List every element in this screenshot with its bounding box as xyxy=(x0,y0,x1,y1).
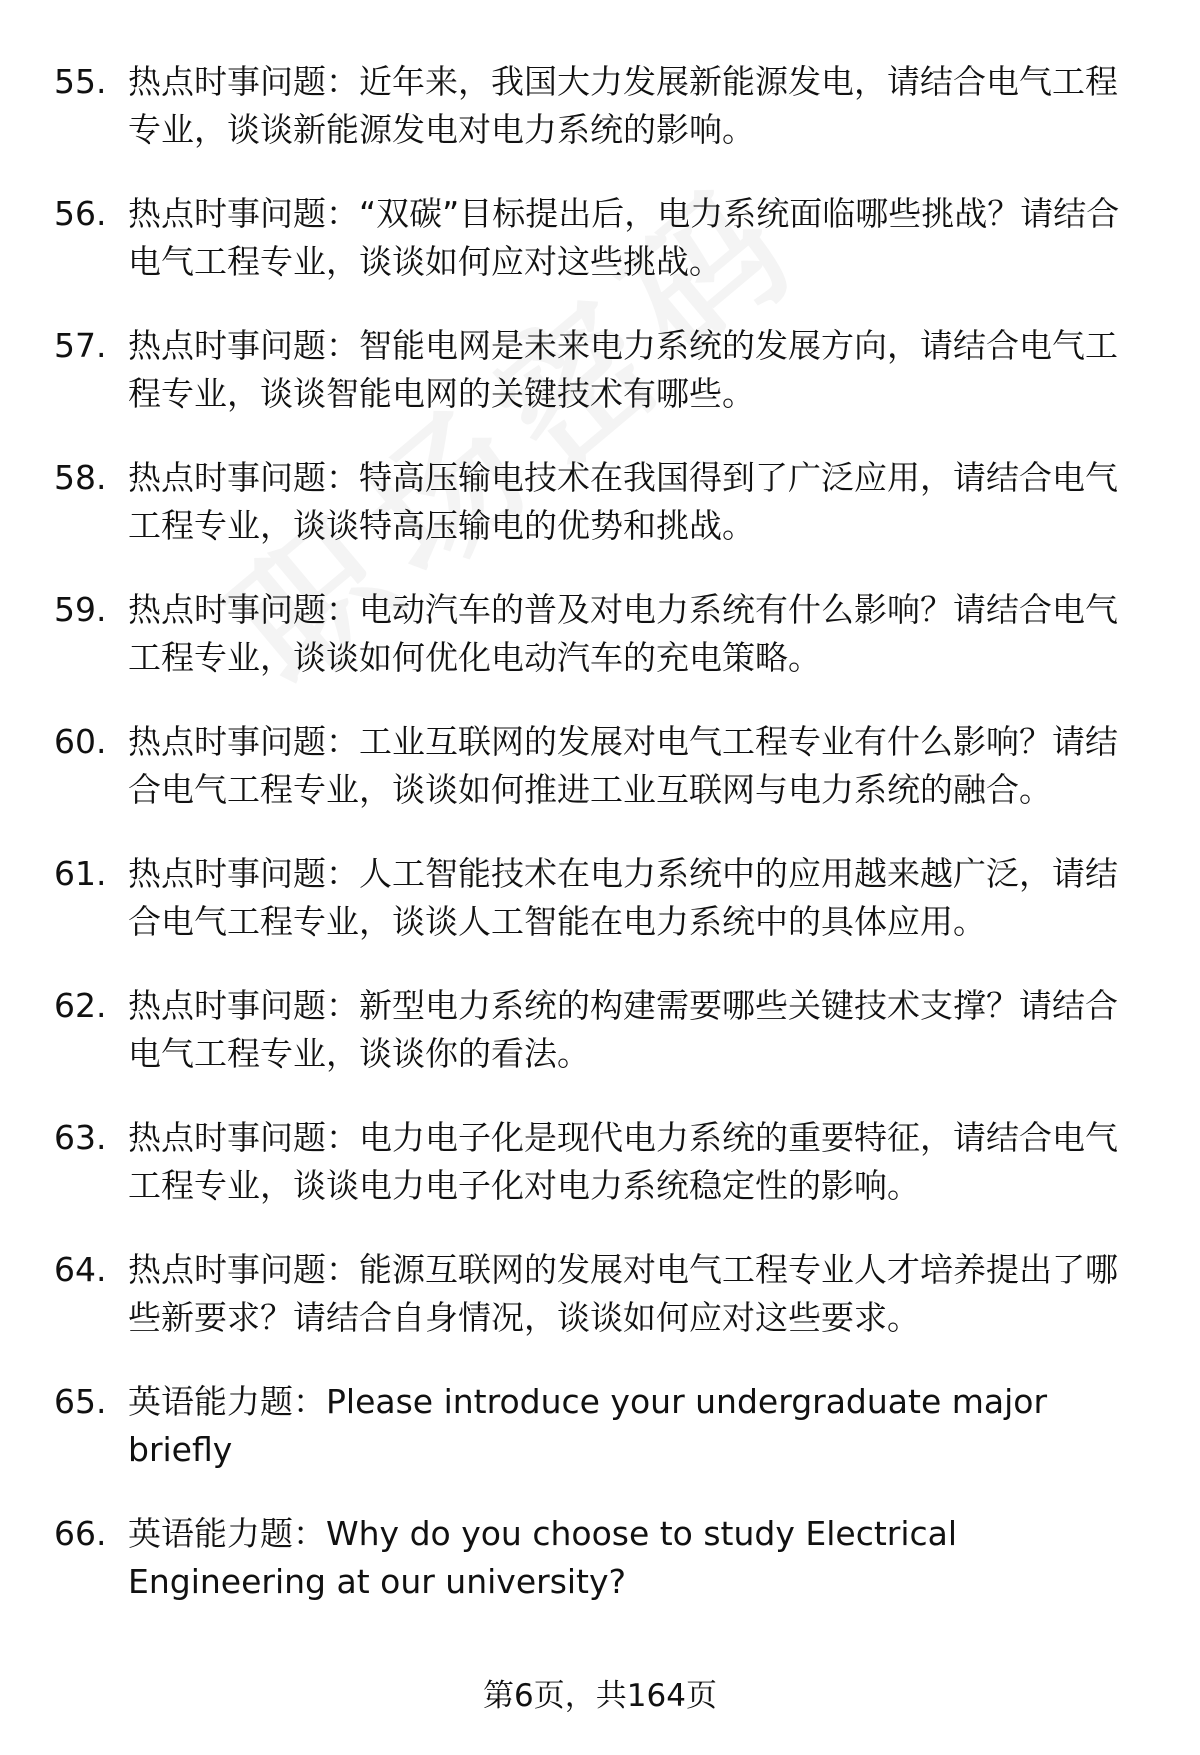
question-list xyxy=(0,58,1200,1642)
question-number: 65. xyxy=(54,1382,107,1421)
page-footer: 第6页，共164页 xyxy=(483,1678,717,1714)
question-item xyxy=(0,850,1200,946)
question-text: 热点时事问题：人工智能技术在电力系统中的应用越来越广泛，请结合电气工程专业，谈谈人工智能在电力系统中的具体应用。 xyxy=(128,854,1118,941)
question-number: 56. xyxy=(54,194,107,233)
question-text: 热点时事问题：电力电子化是现代电力系统的重要特征，请结合电气工程专业，谈谈电力电子化对电力系统稳定性的影响。 xyxy=(128,1118,1118,1205)
question-item xyxy=(0,1510,1200,1606)
question-item xyxy=(0,58,1200,154)
question-text: 热点时事问题：工业互联网的发展对电气工程专业有什么影响？请结合电气工程专业，谈谈如何推进工业互联网与电力系统的融合。 xyxy=(128,722,1118,809)
question-text: 热点时事问题：新型电力系统的构建需要哪些关键技术支撑？请结合电气工程专业，谈谈你的看法。 xyxy=(128,986,1118,1073)
question-text: 热点时事问题：电动汽车的普及对电力系统有什么影响？请结合电气工程专业，谈谈如何优化电动汽车的充电策略。 xyxy=(128,590,1118,677)
question-number: 62. xyxy=(54,986,107,1025)
question-item xyxy=(0,718,1200,814)
question-text: 热点时事问题：近年来，我国大力发展新能源发电，请结合电气工程专业，谈谈新能源发电对电力系统的影响。 xyxy=(128,62,1118,149)
question-item xyxy=(0,1114,1200,1210)
question-text: 热点时事问题：智能电网是未来电力系统的发展方向，请结合电气工程专业，谈谈智能电网的关键技术有哪些。 xyxy=(128,326,1118,413)
question-item xyxy=(0,322,1200,418)
question-number: 64. xyxy=(54,1250,107,1289)
question-text: 英语能力题：Why do you choose to study Electrical Engineering at our university? xyxy=(128,1514,958,1601)
question-item xyxy=(0,982,1200,1078)
question-number: 66. xyxy=(54,1514,107,1553)
question-item xyxy=(0,586,1200,682)
question-number: 58. xyxy=(54,458,107,497)
question-number: 60. xyxy=(54,722,107,761)
question-item xyxy=(0,1246,1200,1342)
question-number: 63. xyxy=(54,1118,107,1157)
question-number: 59. xyxy=(54,590,107,629)
question-text: 英语能力题：Please introduce your undergraduate major briefly xyxy=(128,1382,1048,1469)
question-number: 55. xyxy=(54,62,107,101)
question-item xyxy=(0,1378,1200,1474)
question-number: 57. xyxy=(54,326,107,365)
question-number: 61. xyxy=(54,854,107,893)
question-item xyxy=(0,190,1200,286)
question-text: 热点时事问题：“双碳”目标提出后，电力系统面临哪些挑战？请结合电气工程专业，谈谈如何应对这些挑战。 xyxy=(128,194,1120,281)
question-item xyxy=(0,454,1200,550)
question-text: 热点时事问题：能源互联网的发展对电气工程专业人才培养提出了哪些新要求？请结合自身情况，谈谈如何应对这些要求。 xyxy=(128,1250,1118,1337)
question-text: 热点时事问题：特高压输电技术在我国得到了广泛应用，请结合电气工程专业，谈谈特高压输电的优势和挑战。 xyxy=(128,458,1118,545)
